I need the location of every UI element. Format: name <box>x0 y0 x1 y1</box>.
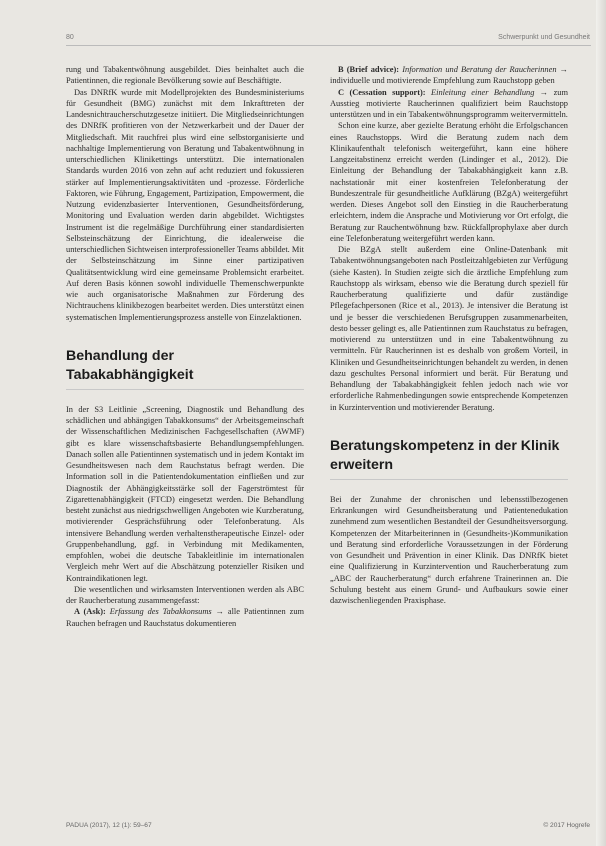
abc-label: A (Ask): <box>74 607 106 617</box>
paragraph: rung und Tabakentwöhnung ausgebildet. Dies beinhaltet auch die Patientinnen, die regionale Bevölkerung sowie auf Beschäftigte. <box>66 65 304 86</box>
paragraph: In der S3 Leitlinie „Screening, Diagnostik und Behandlung des schädlichen und abhängigen Tabakkonsums“ der Arbeitsgemeinschaft der Wissenschaftlichen Medizinischen Fachgesellschaften (AWMF) gibt es klare wissenschaftsbasierte Behandlungsempfehlungen. Danach sollen alle Patientinnen systematisch und in jedem Kontakt im Gesundheitswesen nach dem Rauchstatus befragt werden. Die Information soll in die Patientendokumentation einfließen und zur Diagnostik der Abhängigkeitsstärke soll der Fagerströmtest für Zigarettenabhängigkeit (FTCD) eingesetzt werden. Die Behandlung besteht zunächst aus niedrigschwelligen Angeboten wie Kurzberatung, motivierender Gesprächsführung oder Telefonberatung. Als intensivere Behandlung werden verhaltenstherapeutische Einzel- oder Gruppenbehandlung, ggf. in Verbindung mit Medikamenten, empfohlen, wobei die deutsche Tabakleitlinie im internationalen Vergleich mehr Wert auf die Abschätzung potenzieller Risiken und Kontraindikationen legt. <box>66 404 304 583</box>
page-number: 80 <box>66 34 74 41</box>
paragraph: Das DNRfK wurde mit Modellprojekten des Bundesministeriums für Gesundheit (BMG) zunächst mit dem Inkrafttreten der Landesnichtraucherschutzgesetze initiiert. Die Mitgliedseinrichtungen des DNRfK profitieren von der Netzwerkarbeit und der Dauer der Mitgliedschaft. Mit rauchfrei plus wird eine selbstorganisierte und nachhaltige Implementierung von Beratung und Tabakentwöhnung in unterschiedlichen Klinikettings unterstützt. Die internationalen Standards wurden 2016 von zehn auf acht reduziert und fokussieren stärker auf Implementierungsaktivitäten und -prozesse. Förderliche Faktoren, wie Führung, Engagement, Partizipation, Empowerment, die Nutzung evidenzbasierter Interventionen, Gesundheitsförderung, Monitoring und Evaluation werden darin abgebildet. Wichtigstes Instrument ist die regelmäßige Durchführung einer standardisierten Selbsteinschätzung der Einrichtung, die idealerweise die unterschiedlichen Sichtweisen interprofessioneller Teams abbildet. Mit der Selbsteinschätzung im Sinne einer partizipativen Qualitätsentwicklung wird eine gemeinsame Problemsicht erarbeitet. Auf deren Basis können sowohl individuelle Themenschwerpunkte wie auch organisatorische Maßnahmen zur Förderung des Nichtrauchens klinikbezogen bearbeitet werden. Dies unterstützt einen systematischen Implementierungsprozess anstelle von Einzelaktionen. <box>66 87 304 322</box>
abc-item-c <box>330 87 568 121</box>
page-edge-shadow <box>596 0 606 846</box>
abc-item-a <box>66 606 304 629</box>
footer-copyright: © 2017 Hogrefe <box>543 822 590 829</box>
abc-label: C (Cessation support): <box>338 87 426 97</box>
abc-text: → individuelle und motivierende Empfehlung zum Rauchstopp geben <box>330 65 569 86</box>
left-column <box>66 64 304 629</box>
abc-text: → zum Ausstieg motivierte Raucherinnen qualifiziert beim Rauchstopp unterstützen und in ein Tabakentwöhnungsprogramm weitervermitteln. <box>330 87 568 119</box>
section-heading: Behandlung der Tabakabhängigkeit <box>66 347 304 390</box>
header-rule <box>66 45 591 46</box>
section-heading: Beratungskompetenz in der Klinik erweitern <box>330 437 568 480</box>
paragraph: Schon eine kurze, aber gezielte Beratung erhöht die Erfolgschancen eines Rauchstopps. Wird die Beratung zudem nach dem Klinikaufenthalt telefonisch weitergeführt, kann eine höhere Langzeitabstinenz erreicht werden (Lindinger et al., 2012). Die Einleitung der Behandlung der Tabakabhängigkeit kann z.B. nachstationär mit einer kostenfreien Telefonberatung der Bundeszentrale für gesundheitliche Aufklärung (BZgA) weitergeführt werden. Dieses Angebot soll den Einstieg in die Raucherberatung erleichtern, indem die Ansprache und Motivierung vor Ort erfolgt, die Beratung zur Rauchentwöhnung bzw. Rückfallprophylaxe aber durch eine Telefonberatung weitergeführt werden kann. <box>330 121 568 243</box>
abc-title: Einleitung einer Behandlung <box>431 87 535 97</box>
abc-text: → alle Patientinnen zum Rauchen befragen und Rauchstatus dokumentieren <box>66 607 305 628</box>
paragraph: Die wesentlichen und wirksamsten Interventionen werden als ABC der Raucherberatung zusammengefasst: <box>66 584 304 605</box>
right-column <box>330 64 568 606</box>
abc-title: Erfassung des Tabakkonsums <box>109 607 212 617</box>
paragraph: Bei der Zunahme der chronischen und lebensstilbezogenen Erkrankungen wird Gesundheitsberatung und Patientenedukation zunehmend zum wesentlichen Bestandteil der Gesundheitsversorgung. Kompetenzen der Mitarbeiterinnen in (Gesundheits-)Kommunikation und Beratung sind erforderliche Voraussetzungen in der Förderung von Gesundheit und Prävention in einer Klinik. Das DNRfK bietet eine Qualifizierung in Kurzintervention und Raucherberatung zum „ABC der Raucherberatung“ durch erfahrene Trainerinnen an. Die Schulung besteht aus einem Grund- und Aufbaukurs sowie einer dazwischenliegenden Praxisphase. <box>330 494 568 605</box>
abc-title: Information und Beratung der Raucherinnen <box>402 65 557 74</box>
abc-item-b <box>330 64 568 87</box>
abc-label: B (Brief advice): <box>338 65 400 74</box>
paragraph: Die BZgA stellt außerdem eine Online-Datenbank mit Tabakentwöhnungsangeboten nach Postleitzahlgebieten zur Verfügung (siehe Kasten). In Studien zeigte sich die ärztliche Empfehlung zum Rauchstopp als wirksam, ebenso wie die Beratung durch speziell für Raucherberatung qualifizierte und dafür zuständige Pflegefachpersonen (Rice et al., 2013). Je intensiver die Beratung ist und je besser die verschiedenen Berufsgruppen zusammenarbeiten, desto besser gelingt es, alle Patientinnen zum Rauchstatus zu befragen, motivierend zu unterstützen und in eine Tabakentwöhnung zu vermitteln. Für Raucherinnen ist es deshalb von großem Vorteil, in Kliniken und Gesundheitseinrichtungen behandelt zu werden, in denen dazu geschultes Personal informiert und berät. Für Beratung und Behandlung der Tabakabhängigkeit fehlen jedoch nach wie vor erforderliche Rahmenbedingungen sowie entsprechende Kompetenzen in Kurzintervention und motivierender Beratung. <box>330 245 568 412</box>
running-header: Schwerpunkt und Gesundheit <box>498 34 590 41</box>
footer-citation: PADUA (2017), 12 (1): 59–67 <box>66 822 152 829</box>
